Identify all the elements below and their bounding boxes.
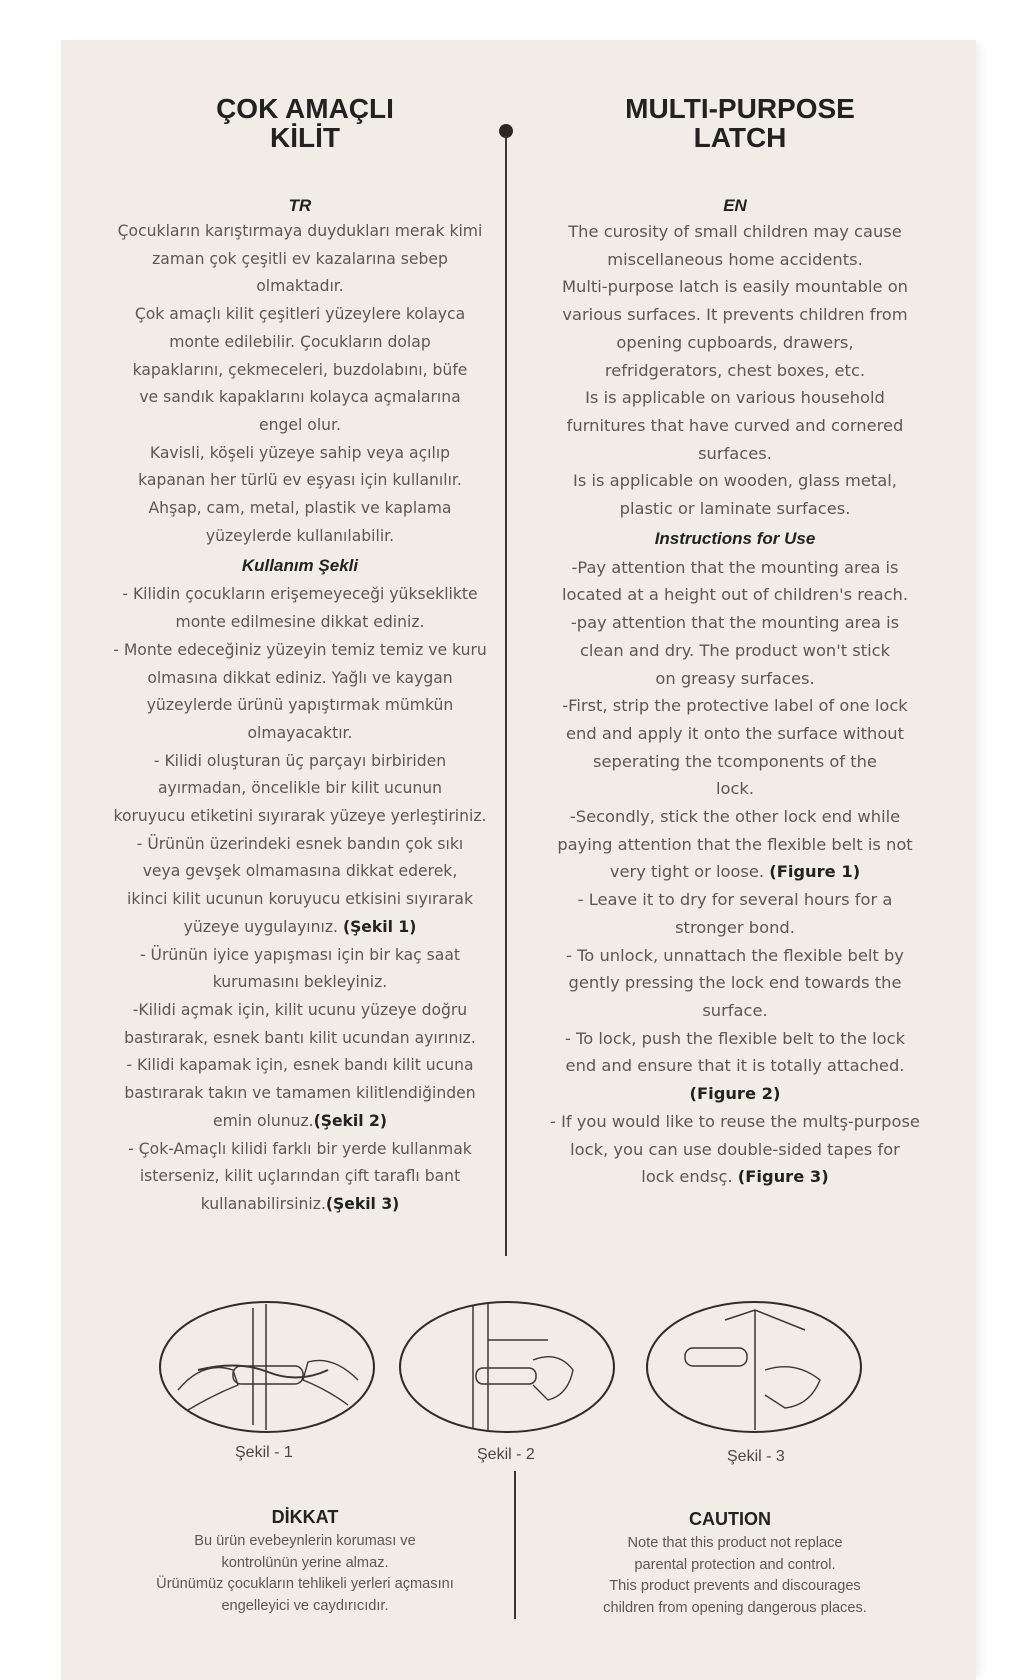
column-divider (505, 136, 507, 1256)
text-line: seperating the tcomponents of the (593, 751, 877, 771)
en-lang-label: EN (723, 196, 747, 215)
text-line: - Kilidi oluşturan üç parçayı birbiriden (153, 751, 447, 770)
tr-title (190, 94, 420, 152)
text-line: bastırarak takın ve tamamen kilitlendiğinden (124, 1084, 476, 1103)
caution-tr-title: DİKKAT (271, 1507, 339, 1527)
text-line: - Kilidi kapamak için, esnek bandı kilit ucuna (126, 1056, 474, 1075)
text-line: - Leave it to dry for several hours for a (577, 890, 893, 910)
text-line: surfaces. (698, 443, 772, 463)
text-line: clean and dry. The product won't stick (579, 640, 891, 660)
en-title-line1: MULTI-PURPOSE (625, 93, 855, 124)
en-usage-heading: Instructions for Use (654, 528, 816, 548)
text-line: kurumasını bekleyiniz. (212, 973, 388, 992)
text-line: surface. (702, 1000, 768, 1020)
figure-reference: (Figure 1) (769, 862, 861, 882)
text-line: olmaktadır. (256, 277, 344, 296)
text-line: koruyucu etiketini sıyırarak yüzeye yerleştiriniz. (113, 807, 487, 826)
text-line: - Kilidin çocukların erişemeyeceği yükseklikte (122, 585, 478, 604)
text-line: monte edilmesine dikkat ediniz. (175, 613, 425, 632)
tr-usage-heading: Kullanım Şekli (241, 556, 359, 576)
text-line: furnitures that have curved and cornered (566, 415, 904, 435)
figure-reference: (Şekil 2) (313, 1111, 388, 1130)
text-line: olmayacaktır. (247, 723, 353, 742)
text-line: gently pressing the lock end towards the (568, 973, 902, 993)
text-line: - If you would like to reuse the multş-purpose (550, 1111, 920, 1131)
text-line: end and apply it onto the surface without (566, 723, 904, 743)
text-line: ve sandık kapaklarını kolayca açmalarına (139, 388, 461, 407)
text-line: Multi-purpose latch is easily mountable on (562, 277, 908, 297)
text-line: bastırarak, esnek bantı kilit ucundan ayırınız. (124, 1028, 476, 1047)
text-line: engel olur. (259, 415, 341, 434)
caution-line: Bu ürün evebeynlerin koruması ve (194, 1533, 416, 1549)
caution-line: This product prevents and discourages (609, 1578, 861, 1594)
text-line: various surfaces. It prevents children from (562, 305, 908, 325)
en-title-line2: LATCH (693, 122, 787, 153)
text-line: The curosity of small children may cause (568, 222, 902, 241)
text-line: Kavisli, köşeli yüzeye sahip veya açılıp (149, 443, 451, 462)
text-line: kullanabilirsiniz.(Şekil 3) (200, 1194, 400, 1213)
tr-usage (100, 581, 500, 1218)
figure-reference: (Figure 3) (737, 1167, 829, 1187)
figure-2-illustration (398, 1300, 616, 1435)
text-line: - Çok-Amaçlı kilidi farklı bir yerde kullanmak (128, 1139, 472, 1158)
caution-en-text (545, 1533, 925, 1619)
text-line: - To lock, push the flexible belt to the lock (564, 1028, 905, 1048)
en-usage (535, 554, 935, 1191)
figure-3-caption: Şekil - 3 (727, 1448, 785, 1465)
text-line: - Monte edeceğiniz yüzeyin temiz temiz ve kuru (113, 640, 487, 659)
en-title (605, 94, 875, 152)
caution-line: kontrolünün yerine almaz. (221, 1554, 389, 1571)
text-line (535, 1080, 935, 1108)
caution-line: parental protection and control. (634, 1556, 836, 1573)
text-line: -Pay attention that the mounting area is (571, 557, 899, 577)
caution-line: Note that this product not replace (627, 1535, 843, 1551)
text-line: -First, strip the protective label of one lock (562, 696, 908, 716)
text-line: located at a height out of children's reach. (561, 585, 909, 605)
text-line: Çok amaçlı kilit çeşitleri yüzeylere kolayca (134, 305, 466, 324)
figure-2-caption: Şekil - 2 (477, 1446, 535, 1463)
caution-line: children from opening dangerous places. (603, 1599, 867, 1616)
text-line: -pay attention that the mounting area is (570, 613, 900, 633)
text-line: - Ürünün üzerindeki esnek bandın çok sıkı (136, 834, 464, 853)
text-line: - Ürünün iyice yapışması için bir kaç saat (139, 945, 461, 964)
text-line: very tight or loose. (Figure 1) (609, 862, 861, 882)
text-line: kapaklarını, çekmeceleri, buzdolabını, büfe (132, 360, 468, 379)
caution-en-title: CAUTION (689, 1509, 771, 1529)
figure-reference: (Şekil 1) (342, 917, 417, 936)
text-line: yüzeylerde ürünü yapıştırmak mümkün (146, 696, 454, 715)
text-line: lock endsç. (Figure 3) (641, 1167, 829, 1187)
text-line: lock. (715, 779, 755, 799)
text-line: kapanan her türlü ev eşyası için kullanılır. (138, 471, 462, 490)
text-line: -Kilidi açmak için, kilit ucunu yüzeye doğru (132, 1000, 468, 1019)
text-line: end and ensure that it is totally attached. (565, 1056, 905, 1076)
text-line: ikinci kilit ucunun koruyucu etkisini sıyırarak (126, 890, 473, 909)
tr-title-line1: ÇOK AMAÇLI (216, 93, 394, 124)
figure-reference: (Şekil 3) (325, 1194, 400, 1213)
text-line: olmasına dikkat ediniz. Yağlı ve kaygan (147, 668, 453, 687)
figure-1-illustration (158, 1300, 376, 1435)
tr-column (100, 194, 500, 1219)
text-line: refridgerators, chest boxes, etc. (604, 360, 866, 380)
text-line: ayırmadan, öncelikle bir kilit ucunun (157, 779, 443, 798)
tr-lang-label: TR (288, 196, 312, 215)
figure-1-caption: Şekil - 1 (235, 1444, 293, 1461)
text-line: -Secondly, stick the other lock end while (569, 807, 901, 827)
caution-divider (514, 1471, 516, 1619)
text-line: opening cupboards, drawers, (616, 332, 854, 352)
text-line: Is is applicable on wooden, glass metal, (573, 471, 897, 491)
text-line: lock, you can use double-sided tapes for (570, 1139, 900, 1159)
text-line: veya gevşek olmamasına dikkat ederek, (142, 862, 458, 881)
text-line: Is is applicable on various household (585, 388, 885, 408)
figure-reference: (Figure 2) (689, 1084, 781, 1104)
text-line: - To unlock, unnattach the flexible belt by (566, 945, 904, 965)
tr-title-line2: KİLİT (270, 122, 340, 153)
text-line: zaman çok çeşitli ev kazalarına sebep (152, 249, 448, 268)
text-line: Ahşap, cam, metal, plastik ve kaplama (148, 499, 452, 518)
caution-tr-text (115, 1531, 495, 1617)
text-line: monte edilebilir. Çocukların dolap (169, 332, 431, 351)
figure-3-illustration (645, 1300, 863, 1435)
text-line: isterseniz, kilit uçlarından çift taraflı bant (139, 1167, 461, 1186)
caution-line: engelleyici ve caydırıcıdır. (221, 1597, 389, 1614)
text-line: emin olunuz.(Şekil 2) (212, 1111, 388, 1130)
text-line: miscellaneous home accidents. (607, 249, 863, 269)
text-line: paying attention that the flexible belt is not (557, 834, 913, 854)
en-intro (535, 218, 935, 523)
caution-line: Ürünümüz çocukların tehlikeli yerleri açmasını (156, 1576, 454, 1592)
text-line: Çocukların karıştırmaya duydukları merak kimi (117, 222, 483, 240)
text-line: plastic or laminate surfaces. (619, 499, 851, 519)
text-line: on greasy surfaces. (655, 668, 815, 688)
tr-intro (100, 218, 500, 550)
text-line: stronger bond. (675, 917, 795, 937)
text-line: yüzeylerde kullanılabilir. (205, 526, 395, 545)
en-column (535, 194, 935, 1191)
text-line: yüzeye uygulayınız. (Şekil 1) (183, 917, 417, 936)
